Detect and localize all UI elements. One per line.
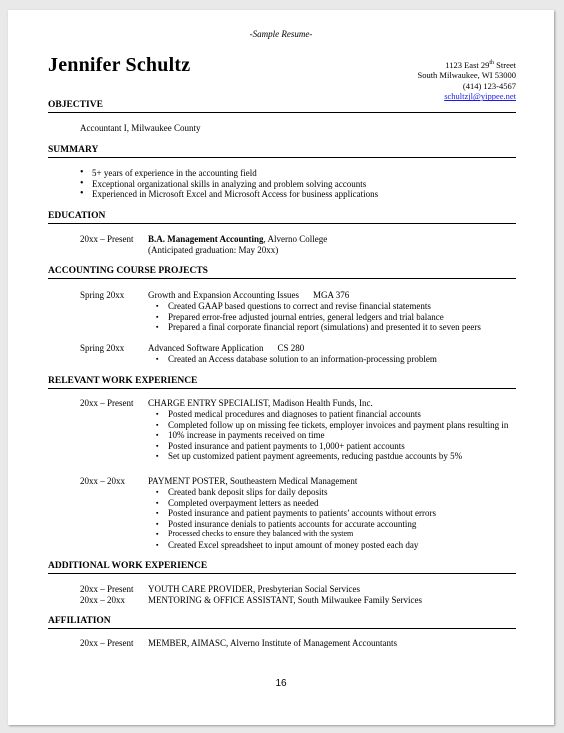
affiliation-text: MEMBER, AIMASC, Alverno Institute of Management Accountants [148,638,397,648]
project-date: Spring 20xx [80,290,125,300]
additional-heading: ADDITIONAL WORK EXPERIENCE [48,561,516,574]
job-title: CHARGE ENTRY SPECIALIST, Madison Health Funds, Inc. [148,398,373,408]
additional-text: MENTORING & OFFICE ASSISTANT, South Milwaukee Family Services [148,595,422,605]
project-title: Growth and Expansion Accounting Issues MGA 376 [148,290,350,300]
additional-date: 20xx – Present [80,584,134,594]
projects-heading: ACCOUNTING COURSE PROJECTS [48,266,516,279]
list-item: ▪ Posted medical procedures and diagnoses to patient financial accounts [156,409,508,420]
course-code: MGA 376 [312,290,350,300]
education-degree-line [148,234,327,245]
additional-date: 20xx – 20xx [80,595,125,605]
job-bullets [156,409,508,462]
list-item: ▪ Processed checks to ensure they balanced with the system [156,529,436,540]
job-bullets [156,487,436,551]
education-date: 20xx – Present [80,234,134,244]
summary-list [80,168,378,200]
project-bullets [156,354,437,365]
phone-number: (414) 123-4567 [462,80,516,91]
additional-text: YOUTH CARE PROVIDER, Presbyterian Social Services [148,584,360,594]
affiliation-date: 20xx – Present [80,638,134,648]
resume-page [8,10,554,725]
list-item: ▪ Posted insurance and patient payments to 1,000+ patient accounts [156,441,508,452]
education-heading: EDUCATION [48,211,516,224]
list-item: ▪ Completed follow up on missing fee tickets, employer invoices and payment plans resulting in [156,420,508,431]
school: , Alverno College [263,234,328,244]
objective-heading: OBJECTIVE [48,100,516,113]
list-item: ▪ Prepared a final corporate financial report (simulations) and presented it to seven peers [156,322,481,333]
list-item: ▪ Created bank deposit slips for daily deposits [156,487,436,498]
contact-block [417,58,516,102]
email-link[interactable]: schultzjl@yippee.net [444,91,516,102]
list-item: ▪ Created an Access database solution to an information-processing problem [156,354,437,365]
street-address: 1123 East 29th Street [445,59,516,70]
graduation-note: (Anticipated graduation: May 20xx) [148,245,279,255]
project-title: Advanced Software Application CS 280 [148,343,305,353]
summary-item: • Exceptional organizational skills in analyzing and problem solving accounts [80,179,378,190]
job-date: 20xx – Present [80,398,134,408]
summary-item: • 5+ years of experience in the accounting field [80,168,378,179]
list-item: ▪ Set up customized patient payment agreements, reducing pastdue accounts by 5% [156,451,508,462]
degree: B.A. Management Accounting [148,234,264,244]
page-number: 16 [275,678,287,689]
city-state-zip: South Milwaukee, WI 53000 [417,70,516,81]
list-item: ▪ Completed overpayment letters as needed [156,498,436,509]
job-title: PAYMENT POSTER, Southeastern Medical Management [148,476,358,486]
job-date: 20xx – 20xx [80,476,125,486]
work-heading: RELEVANT WORK EXPERIENCE [48,376,516,389]
sample-resume-tagline: -Sample Resume- [249,29,313,39]
course-code: CS 280 [277,343,305,353]
list-item: ▪ Posted insurance and patient payments to patients’ accounts without errors [156,508,436,519]
summary-item: • Experienced in Microsoft Excel and Microsoft Access for business applications [80,189,378,200]
summary-heading: SUMMARY [48,145,516,158]
project-date: Spring 20xx [80,343,125,353]
list-item: ▪ Prepared error-free adjusted journal entries, general ledgers and trial balance [156,312,481,323]
project-bullets [156,301,481,333]
list-item: ▪ Created GAAP based questions to correct and revise financial statements [156,301,481,312]
candidate-name: Jennifer Schultz [48,54,191,76]
affiliation-heading: AFFILIATION [48,616,516,629]
list-item: ▪ Posted insurance denials to patients accounts for accurate accounting [156,519,436,530]
list-item: ▪ Created Excel spreadsheet to input amount of money posted each day [156,540,436,551]
list-item-continuation: ▪ 10% increase in payments received on time [156,430,508,441]
objective-text: Accountant I, Milwaukee County [80,123,201,133]
